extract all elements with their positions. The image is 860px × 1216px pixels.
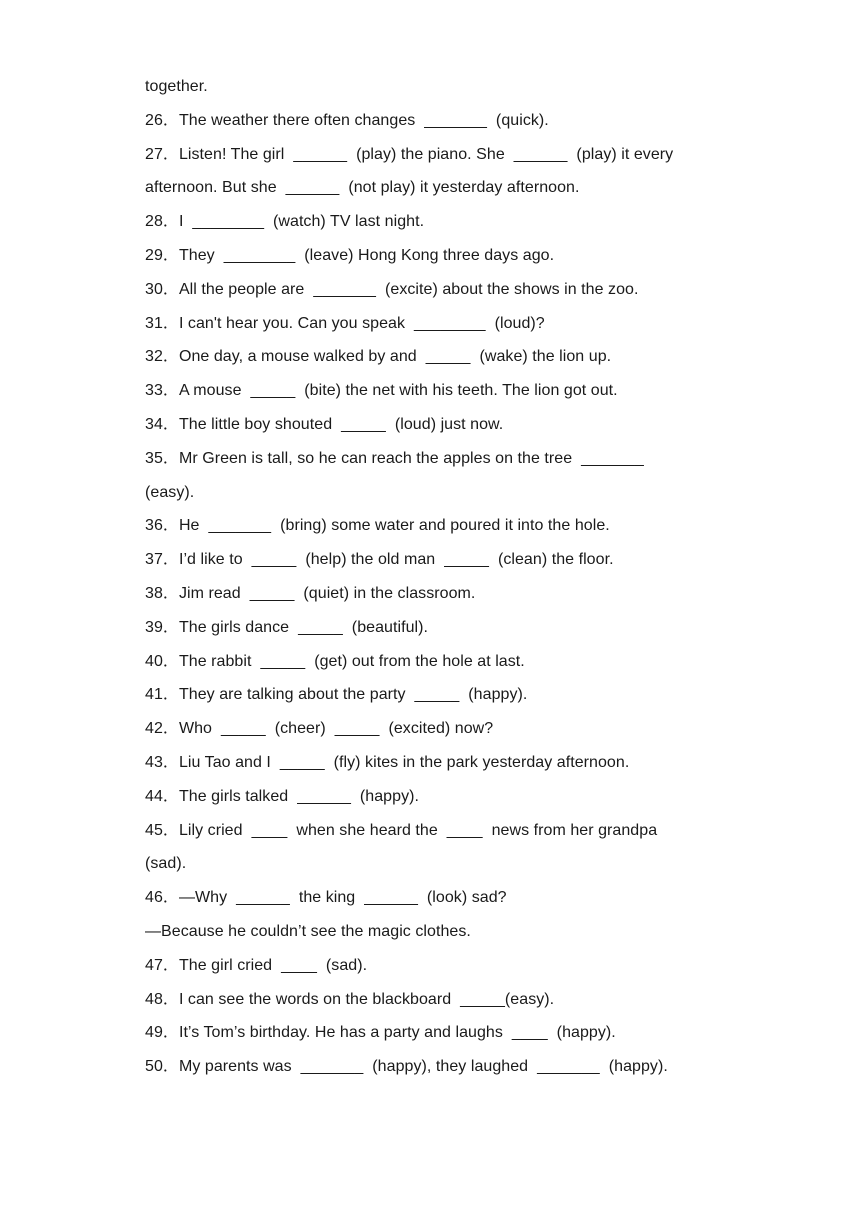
question-40: 40．The rabbit _____ (get) out from the hole at last. [145, 652, 525, 670]
question-32: 32．One day, a mouse walked by and _____ (wake) the lion up. [145, 348, 612, 366]
question-39: 39．The girls dance _____ (beautiful). [145, 618, 429, 636]
question-50: 50．My parents was _______ (happy), they laughed _______ (happy). [145, 1058, 668, 1076]
question-29: 29．They ________ (leave) Hong Kong three days ago. [145, 246, 555, 264]
question-45: 45．Lily cried ____ when she heard the ____ news from her grandpa [145, 821, 658, 839]
question-48: 48．I can see the words on the blackboard _____(easy). [145, 990, 555, 1008]
question-41: 41．They are talking about the party _____ (happy). [145, 686, 528, 704]
question-46: 46．—Why ______ the king ______ (look) sad? [145, 889, 507, 907]
question-45-continued: (sad). [145, 855, 187, 873]
question-33: 33．A mouse _____ (bite) the net with his teeth. The lion got out. [145, 382, 618, 400]
question-42: 42．Who _____ (cheer) _____ (excited) now? [145, 720, 494, 738]
question-37: 37．I’d like to _____ (help) the old man _____ (clean) the floor. [145, 551, 614, 569]
exercise-list [145, 70, 745, 1084]
question-44: 44．The girls talked ______ (happy). [145, 787, 420, 805]
question-38: 38．Jim read _____ (quiet) in the classroom. [145, 584, 476, 602]
question-43: 43．Liu Tao and I _____ (fly) kites in the park yesterday afternoon. [145, 753, 630, 771]
question-34: 34．The little boy shouted _____ (loud) just now. [145, 415, 504, 433]
question-26: 26．The weather there often changes _______ (quick). [145, 111, 549, 129]
question-35: 35．Mr Green is tall, so he can reach the apples on the tree _______ [145, 449, 644, 467]
question-31: 31．I can't hear you. Can you speak ________ (loud)? [145, 314, 545, 332]
question-28: 28．I ________ (watch) TV last night. [145, 213, 425, 231]
question-35-continued: (easy). [145, 483, 195, 501]
question-46-continued: —Because he couldn’t see the magic clothes. [145, 922, 471, 940]
question-30: 30．All the people are _______ (excite) about the shows in the zoo. [145, 280, 639, 298]
text-line: together. [145, 78, 208, 95]
question-49: 49．It’s Tom’s birthday. He has a party and laughs ____ (happy). [145, 1024, 616, 1042]
question-47: 47．The girl cried ____ (sad). [145, 956, 368, 974]
question-36: 36．He _______ (bring) some water and poured it into the hole. [145, 517, 610, 535]
question-27: 27．Listen! The girl ______ (play) the piano. She ______ (play) it every [145, 145, 674, 163]
question-27-continued: afternoon. But she ______ (not play) it yesterday afternoon. [145, 179, 580, 197]
